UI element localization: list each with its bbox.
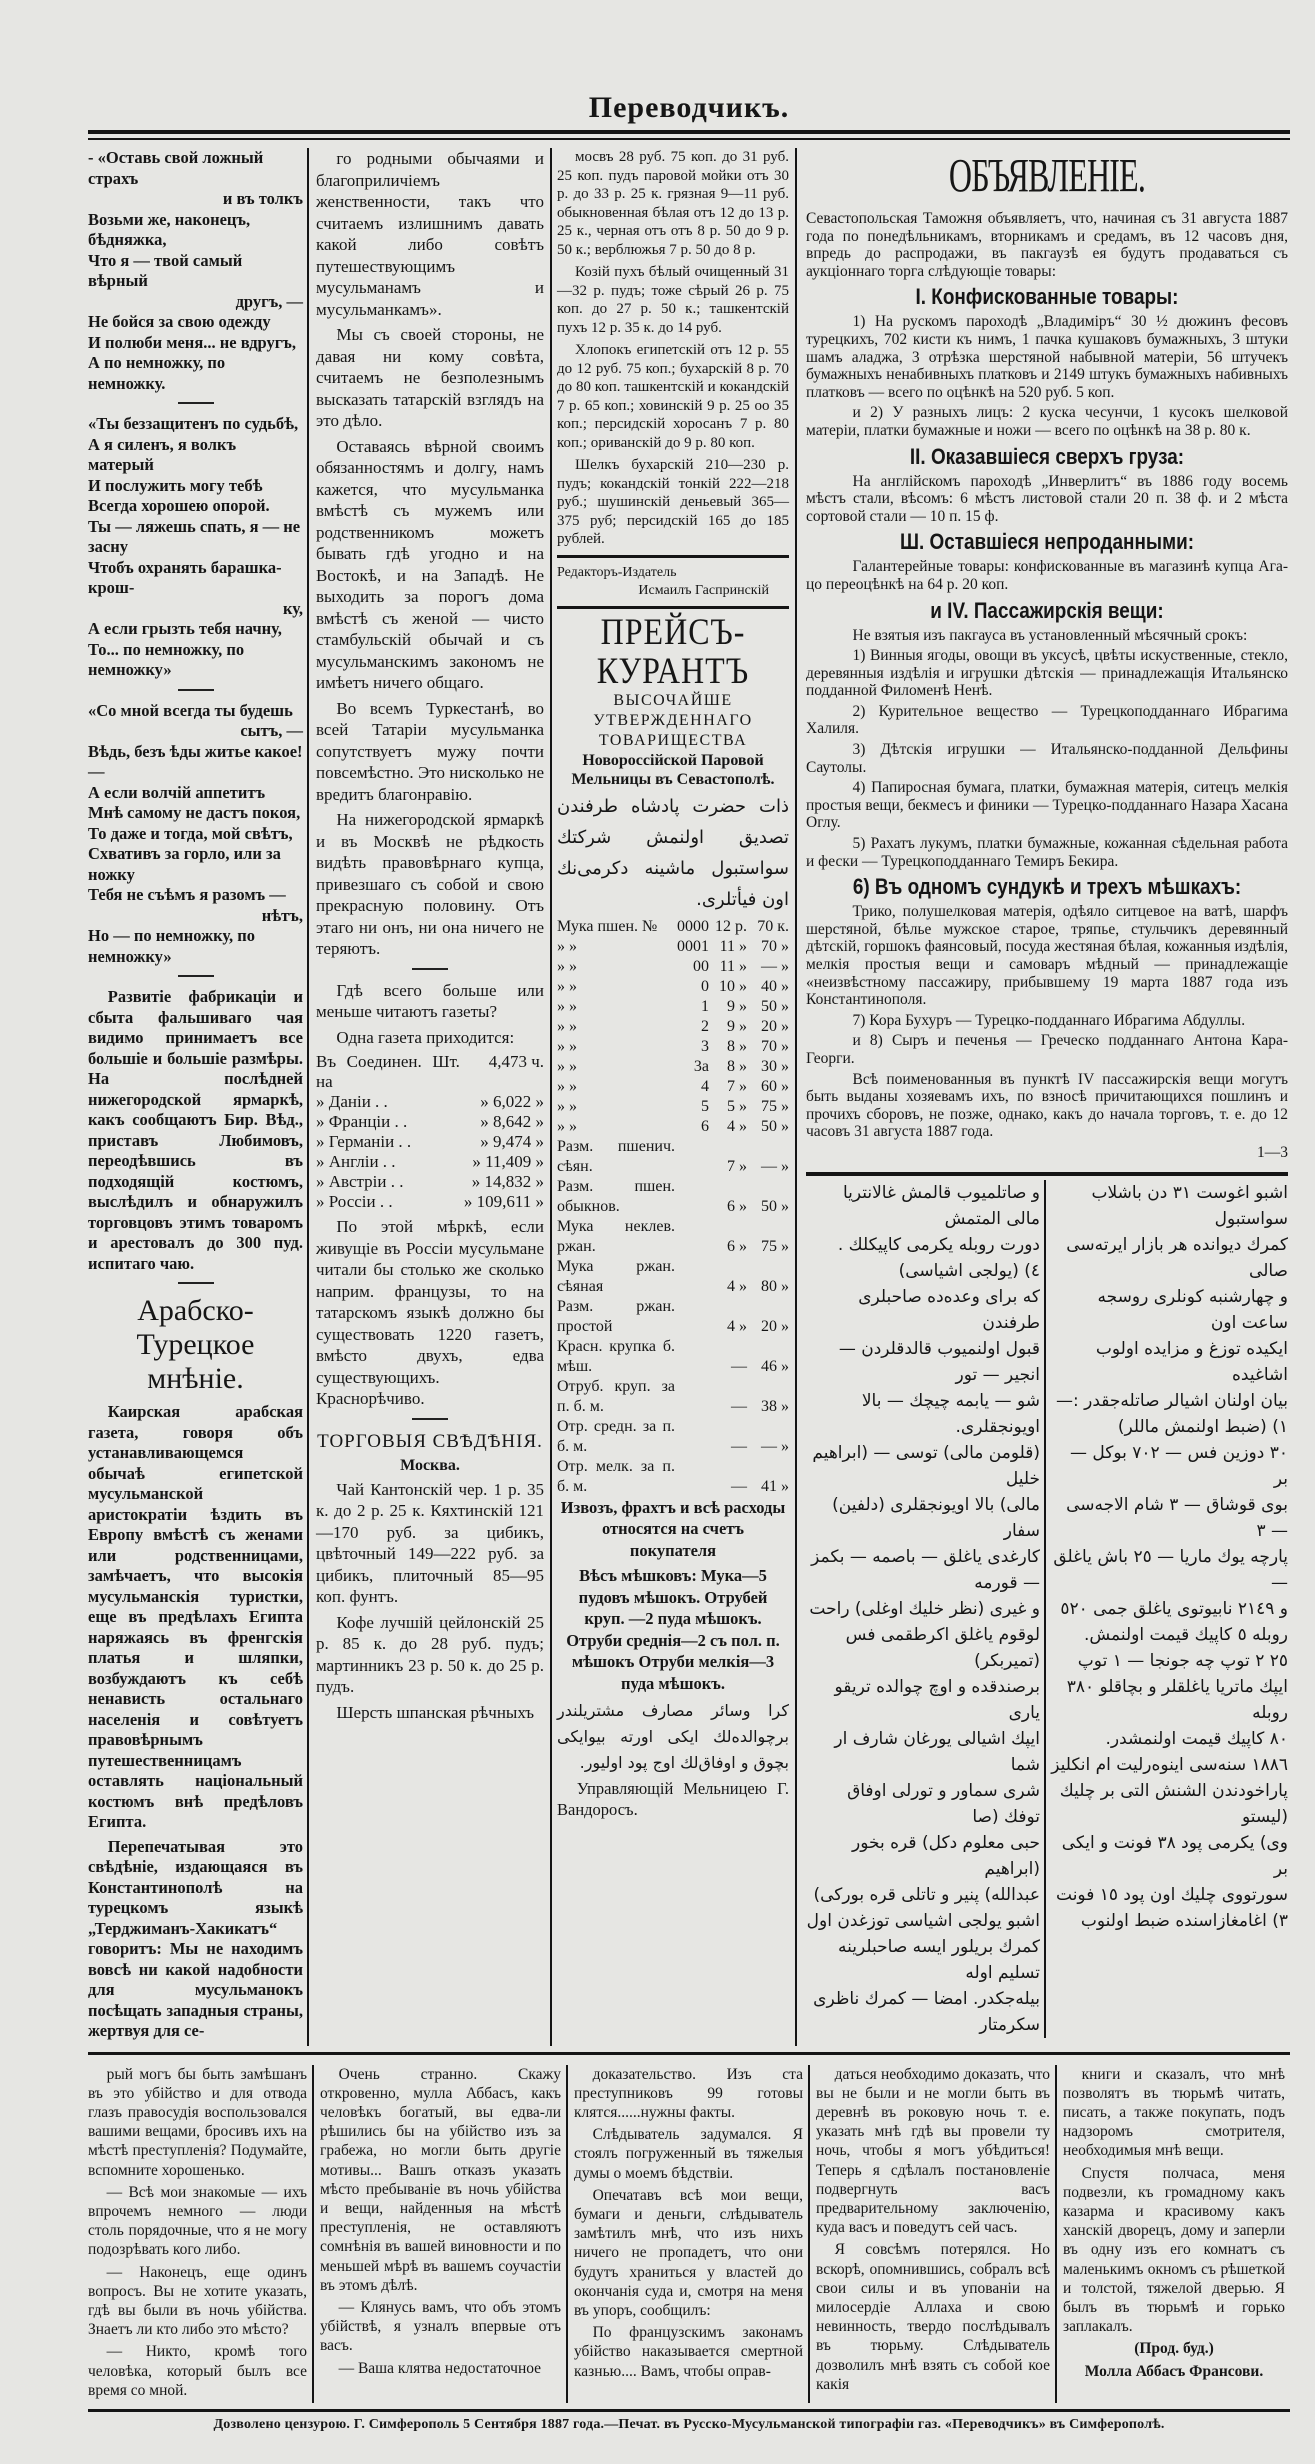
price-grade [675,1217,709,1257]
price-row [557,1337,789,1377]
price-kopecks: — » [761,957,789,975]
readers-per-newspaper: 4,473 ч. [488,1052,544,1071]
paragraph: Очень странно. Скажу откровенно, мулла Аббасъ, какъ человѣкъ богатый, вы едва-ли рѣшились бы на убійство изъ за грабежа, но могли быть другіе мотивы... Вашъ отказъ указать мѣсто пребываніе въ ночь убійства и вещи, найденныя на мѣстѣ преступленія, не оставляютъ сомнѣнія въ вашей виновности и по меньшей мѣрѣ въ вашемъ соучастіи въ этомъ дѣлѣ. [320,2065,561,2294]
paragraph: Во всемъ Туркестанѣ, во всей Татаріи мусульманка сопутствуетъ мужу почти повсемѣстно. Это нисколько не вредитъ благонравію. [316,698,544,804]
rule [557,555,789,558]
price-rubles: — [731,1477,747,1495]
section-heading: 6) Въ одномъ сундукѣ и трехъ мѣшкахъ: [852,874,1242,900]
price-kopecks: 40 » [761,977,789,995]
poem [88,148,303,967]
price-row [557,977,789,997]
price-row [557,1177,789,1217]
ottoman-line: ایکیده توزغ و مزایده اولوب اشاغیده [1095,1338,1288,1385]
table-row [316,1112,544,1132]
price-product: Мука ржан. сѣяная [557,1257,675,1295]
price-row [557,1257,789,1297]
price-row [557,1017,789,1037]
section-heading: и IV. Пассажирскія вещи: [930,597,1164,623]
price-list-note: Извозъ, фрахтъ и всѣ расходы относятся на счетъ покупателя [560,1497,786,1560]
poem-line: Ты — ляжешь спать, я — не засну [88,516,301,556]
price-grade [675,1257,709,1297]
tea-article [88,987,303,1274]
price-row [557,1457,789,1497]
ottoman-line: كه براى وعده‌ده صاحبلرى طرفندن [858,1286,1040,1333]
masthead-rule [88,130,1290,134]
announcement-item: 1) На рускомъ пароходѣ „Владиміръ“ 30 ½ дюжинъ фесовъ турецкихъ, 702 кисти къ нимъ, 1 пачка кушаковъ бумажныхъ, 3 штуки шамъ аладжа, 3 отрѣзка шерстяной набывной матеріи, 56 штучекъ бумажныхъ ненабивныхъ платковъ и 2149 штукъ бумажныхъ набивныхъ платковъ — всего по оцѣнкѣ на 520 руб. 5 коп. [806,313,1288,401]
newspaper-masthead: Переводчикъ. [588,91,790,124]
table-row [316,1192,544,1212]
announcement-item: 1) Винныя ягоды, овощи въ уксусѣ, цвѣты искуственные, стекло, деревянныя издѣлія и игрушки дѣтскія — принадлежащія Итальянско подданной Филоменѣ Ненѣ. [806,647,1288,700]
ottoman-line: شو — يابمه چيچك — بالا اويونجقلرى. [861,1390,1040,1437]
price-row [557,1137,789,1177]
section-heading: Ш. Оставшіеся непроданными: [899,529,1195,555]
paragraph: — Наконецъ, еще одинъ вопросъ. Вы не хотите указать, гдѣ вы были въ ночь убійства. Знаетъ ли кто либо это мѣсто? [88,2263,307,2339]
price-kopecks: 50 » [761,997,789,1015]
announcement-item: Галантерейные товары: конфискованные въ магазинѣ купца Ага-цо переоцѣнкѣ на 64 р. 20 коп. [806,558,1288,593]
poem-stanza [88,701,303,968]
paragraph: Козій пухъ бѣлый очищенный 31—32 р. пудъ; тоже сѣрый 26 р. 75 коп. до 27 р. 50 к.; ташкентскій пухъ 12 р. 35 к. до 14 руб. [557,264,789,336]
paragraph: — Клянусь вамъ, что объ этомъ убійствѣ, я узналъ впервые отъ васъ. [320,2298,561,2355]
price-kopecks: 75 » [761,1097,789,1115]
trade-city: Москва. [400,1456,460,1474]
column-4 [795,148,1290,2046]
newspapers-question: Гдѣ всего больше или меньше читаютъ газеты? [316,980,544,1021]
price-grade: 1 [701,997,709,1015]
paragraph: го родными обычаями и благоприличіемъ женственности, такъ что считаемъ излишнимъ давать какой либо совѣтъ путешествующимъ мусульманамъ и мусульманкамъ». [316,149,544,319]
price-list-arabic-note: کرا وسائر مصارف مشتریلندر برچوالده‌لك ایکی اورته بیوایکی بچوق و اوفاق‌لك اوج پود اولیور. [557,1701,789,1772]
price-product: Красн. крупка б. мѣш. [557,1337,675,1375]
newspapers-per-capita-table [316,1052,544,1212]
poem-line: нѣтъ, [261,905,303,925]
poem-line: «Ты беззащитенъ по судьбѣ, [88,414,299,433]
price-grade: 0 [701,977,709,995]
paragraph: На нижегородской ярмаркѣ и въ Москвѣ не рѣдкость видѣть правовѣрнаго купца, привезшаго съ собой и свою прекрасную половину. Отъ этаго ни онъ, ни она ничего не теряютъ. [316,810,544,958]
price-rubles: 8 » [727,1037,747,1055]
paragraph: — Ваша клятва недостаточное [338,2359,542,2377]
ottoman-line: ٤) (يولجى اشياسى) [898,1260,1040,1281]
poem-line: и въ толкъ [222,189,303,208]
price-product: » » [557,1117,577,1135]
poem-line: Схвативъ за горло, или за ножку [88,844,281,884]
price-row [557,1057,789,1077]
price-grade: 4 [701,1077,709,1095]
ottoman-line: ايپك اشيالى يورغان شارف ار شما [834,1728,1040,1775]
ottoman-line: ٣) اغامغازاسنده ضبط اولنوب [1080,1910,1288,1931]
price-row [557,917,789,937]
readers-per-newspaper: » 11,409 » [472,1152,544,1171]
paragraph: Шелкъ бухарскій 210—230 р. пудъ; кокандскій тонкій 222—218 руб.; шушинскій деньевый 365—375 руб; персидскій 165 до 185 рублей. [557,457,789,547]
price-grade: 3 [701,1037,709,1055]
poem-line: Всегда хорошею опорой. [88,496,270,515]
price-kopecks: 70 » [761,1037,789,1055]
poem-line: ку, [283,598,303,618]
ottoman-line: و صاتلميوب قالمش غالانتريا مالى المتمش [842,1182,1040,1229]
price-kopecks: 41 » [761,1477,789,1495]
separator [178,975,214,977]
country-label: » Австріи . . [316,1172,404,1191]
poem-line: А по немножку, по немножку. [88,353,226,393]
price-rubles: 5 » [727,1097,747,1115]
column-1 [88,148,307,2046]
price-kopecks: 80 » [761,1277,789,1295]
table-row [316,1132,544,1152]
paragraph: Слѣдыватель задумался. Я стоялъ погруженный въ тяжелыя думы о моемъ бѣдствіи. [574,2126,803,2182]
poem-line: Чтобъ охранять барашка-крош- [88,557,282,597]
price-grade [675,1337,709,1377]
price-kopecks: — » [761,1157,789,1175]
poem-line: Что я — твой самый вѣрный [88,250,243,290]
price-row [557,957,789,977]
trade-news [316,1479,544,1724]
announcement-item: и 2) У разныхъ лицъ: 2 куска чесунчи, 1 кусокъ шелковой матеріи, платки бумажные и ножи — всего по оцѣнкѣ на 38 р. 80 к. [806,404,1288,439]
ottoman-line: روبله ٥ کاپیك قیمت اولنمش. [1083,1624,1288,1645]
price-grade [675,1417,709,1457]
price-row [557,997,789,1017]
price-kopecks: 38 » [761,1397,789,1415]
price-grade: 6 [701,1117,709,1135]
price-rubles: 9 » [727,997,747,1015]
price-kopecks: 20 » [761,1317,789,1335]
price-list-title: ПРЕЙСЪ-КУРАНТЪ [596,610,750,691]
price-kopecks: 60 » [761,1077,789,1095]
price-kopecks: 20 » [761,1017,789,1035]
ottoman-line: وی) یکرمی پود ٣٨ فونت و ایکی بر [1061,1832,1288,1879]
readers-per-newspaper: » 8,642 » [480,1112,544,1131]
separator [412,1418,448,1420]
price-product: » » [557,977,577,995]
price-kopecks: 70 к. [757,917,789,935]
price-grade [675,1297,709,1337]
poem-line: И полюби меня... не вдругъ, [88,332,296,352]
price-grade: 5 [701,1097,709,1115]
price-product: Разм. пшен. обыкнов. [557,1177,675,1215]
price-product: Отр. средн. за п. б. м. [557,1417,675,1455]
ottoman-announcement-left [806,1180,1044,2038]
table-row [316,1152,544,1172]
price-row [557,1077,789,1097]
price-grade [675,1457,709,1497]
poem-line: «Со мной всегда ты будешь [88,700,293,720]
announcement-item: Всѣ поименованныя въ пунктѣ IV пассажирскія вещи могутъ быть выданы хозяевамъ ихъ, по взносѣ причитающихся пошлинъ и прочихъ сборовъ, не позже, однако, какъ до начала торговъ, т. е. до 12 часовъ 31 августа 1887 года. [806,1070,1288,1141]
country-label: » Франціи . . [316,1112,408,1131]
poem-line: Не бойся за свою одежду [88,312,271,331]
price-rubles: — [731,1437,747,1455]
price-rubles: 4 » [727,1117,747,1135]
price-row [557,1217,789,1257]
price-list-company: Новороссійской Паровой Мельницы въ Севастополѣ. [571,751,775,788]
article-continuation [316,148,544,960]
price-rubles: 6 » [727,1197,747,1215]
ottoman-line: مالى) بالا اويونجقلرى (دلفين) سفار [832,1494,1040,1541]
paragraph: Оставаясь вѣрной своимъ обязанностямъ и долгу, намъ кажется, что мусульманка вмѣстѣ съ мужемъ или родственникомъ можетъ бывать гдѣ угодно и на Востокѣ, и на Западѣ. Не выходить за порогъ дома вмѣстѣ съ женой — чисто стамбульскій обычай и съ мусульманскимъ закономъ не имѣетъ ничего общаго. [316,436,544,692]
editor-name: Исмаилъ Гаспринскій [638,582,769,598]
paragraph: Чай Кантонскій чер. 1 р. 35 к. до 2 р. 25 к. Кяхтинскій 121—170 руб. за цибикъ, цвѣточный 149—222 руб. за цибикъ, плиточный 85—95 коп. фунтъ. [316,1479,544,1606]
paragraph: Хлопокъ египетскій отъ 12 р. 55 до 12 руб. 75 коп.; бухарскій 8 р. 70 до 80 коп. ташкентскій и кокандскій 7 р. 65 коп.; ховинскій 9 р. 25 оо 35 коп.; персидскій хоросанъ 7 р. 80 коп.; ориванскій до 9 р. 80 коп. [557,342,789,451]
poem-line: Но — по немножку, по немножку» [88,926,255,966]
ottoman-line: كمرك بريلور ايسه صاحبلرينه تسليم اوله [838,1936,1040,1983]
poem-line: сытъ, — [240,721,303,740]
readers-per-newspaper: » 109,611 » [463,1192,544,1211]
paragraph: мосвъ 28 руб. 75 коп. до 31 руб. 25 коп. пудъ паровой мойки отъ 30 р. до 33 р. 25 к. грязная 9—11 руб. обыкновенная бѣлая отъ 12 до 13 р. 25 к., черная отъ отъ 8 р. 50 до 9 р. 50 к.; верблюжья 7 р. 50 до 8 р. [557,149,789,258]
ottoman-line: ١) (ضبط اولنمش ماللر) [1117,1416,1288,1437]
footer-rule [88,2409,1290,2412]
price-product: » » [557,957,577,975]
price-rubles: — [731,1357,747,1375]
poem-line: А если грызть тебя начну, [88,619,282,638]
price-rubles: 4 » [727,1277,747,1295]
ottoman-line: برصندقده و اوچ چوالده تريقو يارى [834,1676,1040,1723]
announcement-item: Трико, полушелковая матерія, одѣяло ситцевое на ватѣ, шарфъ шерстяной, бѣлье мужское старое, тряпье, стульчикъ деревянный дѣтскій, горшокъ фаянсовый, посуда жестяная бѣлая, кожанныя издѣлія, мелкія простыя вещи и самоваръ мѣдный — принадлежащіе «неизвѣстному пассажиру, прибывшему 19 марта 1887 года изъ Константинополя. [806,903,1288,1009]
paragraph: Опечатавъ всѣ мои вещи, бумаги и деньги, слѣдыватель замѣтилъ мнѣ, что изъ нихъ ничего не пропадетъ, что они будутъ храниться у властей до окончанія суда и, смотря на меня въ упоръ, сообщилъ: [574,2186,803,2319]
poem-line: Возьми же, наконецъ, бѣдняжка, [88,209,251,249]
announcement-bottom-rule [806,1172,1288,1176]
announcement-item: и 8) Сыръ и печенья — Греческо подданнаго Антона Кара-Георги. [806,1032,1288,1067]
price-rubles: 7 » [727,1157,747,1175]
price-row [557,1037,789,1057]
table-row [316,1092,544,1112]
price-product: Разм. ржан. простой [557,1297,675,1335]
story-band [88,2055,1290,2403]
paragraph: Мы съ своей стороны, не давая ни кому совѣта, считаемъ не безполезнымъ высказать татарскій взглядъ на это дѣло. [316,325,544,430]
price-product: Отруб. круп. за п. б. м. [557,1377,675,1415]
price-product: » » [557,1037,577,1055]
ottoman-line: سورتووی چلیك اون پود ١٥ فونت [1056,1884,1288,1905]
price-kopecks: 70 » [761,937,789,955]
customs-announcement [806,148,1288,1162]
newspapers-conclusion: По этой мѣркѣ, если живущіе въ Россіи мусульмане читали бы столько же сколько наприм. французы, то на татарскомъ языкѣ должно бы существовать 1220 газетъ, вмѣсто двухъ, едва существующихъ. Краснорѣчиво. [316,1217,544,1408]
price-product: Мука неклев. ржан. [557,1217,675,1255]
arab-turkish-article [88,1402,303,2042]
paragraph: Я совсѣмъ потерялся. Но вскорѣ, опомнившись, собралъ всѣ свои силы и въ упованіи на милосердіе Аллаха и свою невинность, твердо послѣдывалъ въ тюрьму. Слѣдыватель дозволилъ мнѣ взять съ собой кое какія [816,2241,1050,2393]
ottoman-line: قبول اولنميوب قالدقلردن — انجير — تور [838,1338,1040,1385]
price-rubles: 7 » [727,1077,747,1095]
announcement-item: На англійскомъ пароходѣ „Инверлитъ“ въ 1886 году восемь мѣстъ стали, вѣсомъ: 6 мѣстъ листовой стали 20 п. 38 ф. и 2 мѣста сортовой стали — 10 п. 15 ф. [806,472,1288,525]
ottoman-line: و ٢١٤٩ نابیوتوی یاغلق جمی ٥٢٠ [1060,1598,1288,1619]
poem-stanza [88,148,303,394]
price-kopecks: 75 » [761,1237,789,1255]
price-grade: 0001 [677,937,709,955]
price-rubles: 12 р. [715,917,747,935]
main-columns [88,148,1290,2046]
readers-per-newspaper: » 9,474 » [480,1132,544,1151]
separator [178,689,214,691]
price-product: » » [557,997,577,1015]
poem-line: Тебя не съѣмъ я разомъ — [88,885,286,904]
paragraph: даться необходимо доказать, что вы не были и не могли быть въ деревнѣ въ роковую ночь т. е. указать мнѣ гдѣ вы провели ту ночь, чтобы я могъ убѣдиться! Теперь я сдѣлалъ постановленіе подвергнуть васъ предварительному заключенію, куда васъ и поведутъ сей часъ. [816,2065,1050,2237]
ottoman-announcement-right [1044,1180,1288,2038]
poem-stanza [88,414,303,681]
price-grade [675,1177,709,1217]
ottoman-line: ١٨٨٦ سنه‌سی اینوه‌رلیت ام انکلیز [1051,1754,1288,1775]
trade-news-continued [557,148,789,549]
ottoman-line: پاراخودندن الشنش التی بر چلیك (لیستو [1059,1780,1288,1827]
announcement-item: 4) Папиросная бумага, платки, бумажная матерія, ситецъ мелкія простыя вещи, бекмесъ и финики — Турецко-подданнаго Назара Хасана Оглу. [806,779,1288,832]
issue-mark: 1—3 [1257,1143,1288,1161]
price-grade: 2 [701,1017,709,1035]
country-label: » Даніи . . [316,1092,388,1111]
price-grade: 00 [693,957,709,975]
ottoman-line: لوقوم ياغلق اكرطقمى فس (تميربكر) [845,1624,1040,1671]
poem-line: другъ, — [235,291,303,311]
ottoman-line: بوی قوشاق — ٣ شام الاجه‌سی — ٣ [1066,1494,1288,1541]
price-row [557,1117,789,1137]
price-product: » » [557,1057,577,1075]
ottoman-line: بيله‌جكدر. امضا — كمرك ناظرى سكرمتار [813,1988,1040,2035]
ottoman-line: اشبو يولجى اشياسى توزغدن اول [806,1910,1040,1931]
price-kopecks: 46 » [761,1357,789,1375]
poem-line: - «Оставь свой ложный страхъ [88,148,264,188]
masthead-rule [88,138,1290,140]
article-heading: Арабско-Турецкое мнѣніе. [136,1294,255,1395]
country-label: » Россіи . . [316,1192,393,1211]
readers-per-newspaper: » 6,022 » [480,1092,544,1111]
price-rubles: 11 » [719,937,747,955]
editor-block [557,564,789,600]
trade-heading: ТОРГОВЫЯ СВѢДѢНІЯ. [317,1430,543,1452]
country-label: Въ Соединен. Шт. на [316,1052,460,1091]
announcement-item: Не взятыя изъ пакгауса въ установленный мѣсячный срокъ: [852,626,1248,644]
paragraph: Кофе лучшій цейлонскій 25 р. 85 к. до 28 руб. пудъ; мартинникъ 23 р. 50 к. до 25 р. пудъ. [316,1612,544,1696]
price-rubles: 11 » [719,957,747,975]
newspapers-lead: Одна газета приходится: [336,1027,515,1047]
announcement-item: 5) Рахатъ лукумъ, платки бумажные, кожанная сѣдельная работа и фески — Турецкоподданнаго Темиръ Бекира. [806,835,1288,870]
announcement-sections [806,283,1288,1161]
price-rubles: 9 » [727,1017,747,1035]
price-list-weights: Вѣсъ мѣшковъ: Мука—5 пудовъ мѣшокъ. Отрубей круп. —2 пуда мѣшокъ. Отруби среднія—2 съ пол. п. мѣшокъ Отруби мелкія—3 пуда мѣшокъ. [566,1566,780,1693]
price-product: » » [557,1097,577,1115]
ottoman-line: کمرك دیوانده هر بازار ایرته‌سی صالی [1066,1234,1288,1281]
price-product: Мука пшен. № [557,917,658,935]
story-column-2 [312,2065,566,2403]
ottoman-line: و چهارشنبه کونلری روسجه ساعت اون [1097,1286,1288,1333]
ottoman-announcement [806,1180,1288,2038]
price-product: » » [557,1017,577,1035]
poem-line: То даже и тогда, мой свѣтъ, [88,823,293,843]
story-column-4 [808,2065,1055,2403]
story-column-3 [566,2065,808,2403]
mill-manager: Управляющій Мельницею Г. Вандоросъ. [557,1779,789,1819]
paragraph: книги и сказалъ, что мнѣ позволятъ въ тюрьмѣ читать, писать, а также покупать, подъ надзоромъ смотрителя, необходимыя мнѣ вещи. [1063,2065,1285,2160]
ottoman-line: ایپك ماتریا یاغلقلر و بچاقلو ٣٨٠ روبله [1066,1676,1288,1723]
ottoman-line: عبدالله) پنير و تاتلى قره بوركى) [813,1884,1040,1905]
paragraph: Каирская арабская газета, говоря объ устанавливающемся обычаѣ египетской мусульманской аристократіи ѣздить въ Европу вмѣстѣ съ женами или родственницами, замѣчаетъ, что высокія мусульманскія туристки, еще въ предѣлахъ Египта наряжаясь въ френгскія платья и шляпки, возбуждаютъ къ себѣ ненависть остальнаго населенія и совѣтуетъ правовѣрнымъ путешественницамъ оставлять національный костюмъ внѣ предѣловъ Египта. [88,1402,303,1831]
price-row [557,1377,789,1417]
price-rubles: 8 » [727,1057,747,1075]
story-column-5 [1055,2065,1290,2403]
paragraph: доказательство. Изъ ста преступниковъ 99 готовы клятся......нужны факты. [574,2065,803,2121]
price-grade: 3а [693,1057,709,1075]
announcement-intro: Севастопольская Таможня объявляетъ, что, начиная съ 31 августа 1887 года по понедѣльникамъ, вторникамъ и средамъ, въ 12 часовъ дня, впредь до распродажи, въ пакгаузѣ ея будутъ продаваться съ аукціоннаго торга слѣдующіе товары: [806,210,1288,280]
price-list-arabic-heading: ذات حضرت پادشاه طرفندن تصدیق اولنمش شرکتك سواستبول ماشینه دکرمی‌نك اون فیأتلری. [557,795,789,910]
ottoman-line: شرى سماور و تورلى اوفاق توفك (صا [847,1780,1040,1827]
ottoman-line: ٢٥ ٢ توپ چه جونجا — ١ توپ [1077,1650,1288,1671]
censorship-imprint: Дозволено цензурою. Г. Симферополь 5 Сентября 1887 года.—Печат. въ Русско-Мусульманской типографіи газ. «Переводчикъ» въ Симферополѣ. [213,2416,1165,2432]
price-list-subtitle: ВЫСОЧАЙШЕ УТВЕРЖДЕННАГО ТОВАРИЩЕСТВА [593,691,753,749]
separator [178,402,214,404]
price-product: Отр. мелк. за п. б. м. [557,1457,675,1495]
paragraph: — Всѣ мои знакомые — ихъ впрочемъ немного — люди столь порядочные, что я не могу подозрѣвать кого либо. [88,2183,307,2259]
section-heading: II. Оказавшіеся сверхъ груза: [909,443,1185,469]
to-be-continued: (Прод. буд.) [1134,2340,1214,2358]
price-rubles: — [731,1397,747,1415]
paragraph: Спустя полчаса, меня подвезли, къ громадному какъ казарма и красивому какъ ханскій дворецъ, дому и заперли въ одну изъ его комнатъ съ маленькимъ окномъ съ рѣшеткой и толстой, тяжелой дверью. Я былъ въ тюрьмѣ и горько заплакалъ. [1063,2164,1285,2336]
section-heading: I. Конфискованные товары: [915,284,1179,310]
paragraph: — Никто, кромѣ того человѣка, который былъ все время со мной. [88,2343,307,2399]
paragraph: Перепечатывая это свѣдѣніе, издающаяся въ Константинополѣ на турецкомъ языкѣ „Терджиманъ-Хакикатъ“ говоритъ: Мы не находимъ вовсѣ ни какой надобности для мусульманокъ посѣщать западныя страны, жертвуя для се- [88,1836,303,2040]
price-product: » » [557,1077,577,1095]
price-row [557,1297,789,1337]
price-row [557,1417,789,1457]
price-rubles: 6 » [727,1237,747,1255]
price-rubles: 10 » [719,977,747,995]
ottoman-line: دورت روبله يكرمى كاپيكلك . [837,1234,1040,1255]
price-kopecks: 30 » [761,1057,789,1075]
flour-price-table [557,917,789,1497]
separator [412,968,448,970]
editor-label: Редакторъ-Издатель [557,564,677,580]
ottoman-line: ٨٠ کاپیك قیمت اولنمشدر. [1105,1728,1288,1749]
announcement-item: 7) Кора Бухуръ — Турецко-подданнаго Ибрагима Абдуллы. [852,1011,1246,1029]
separator [178,1282,214,1284]
ottoman-line: پارچه یوك ماریا — ٢٥ باش یاغلق — [1053,1546,1288,1593]
paragraph: Развитіе фабрикаціи и сбыта фальшиваго чая видимо принимаетъ все большіе и большіе размѣры. На послѣдней нижегородской ярмаркѣ, какъ сообщаютъ Бир. Вѣд., приставъ Любимовъ, переодѣвшись въ подходящій костюмъ, выслѣдилъ и обнаружилъ торговцовъ этимъ товаромъ и арестовалъ до 300 пуд. испитаго чаю. [88,987,303,1273]
rule [557,606,789,609]
column-3 [550,148,795,2046]
story-author: Молла Аббасъ Франсови. [1084,2362,1264,2380]
price-product: Разм. пшенич. сѣян. [557,1137,675,1175]
poem-line: А я силенъ, я волкъ матерый [88,434,237,474]
column-2 [307,148,550,2046]
table-row [316,1052,544,1092]
paragraph: рый могъ бы быть замѣшанъ въ это убійство и для отвода глазъ правосудія воспользовался вашими вещами, бросивъ ихъ на мѣстѣ преступленія? Подумайте, вспомните хорошенько. [88,2065,307,2179]
country-label: » Англіи . . [316,1152,396,1171]
price-row [557,937,789,957]
announcement-item: 3) Дѣтскія игрушки — Итальянско-подданной Дельфины Саутолы. [806,741,1288,776]
ottoman-line: (قلومن مالى) توسى — (ابراهيم خليل [812,1442,1040,1489]
price-product: » » [557,937,577,955]
poem-line: Вѣдь, безъ ѣды житье какое! — [88,741,303,781]
price-kopecks: 50 » [761,1117,789,1135]
announcement-title: ОБЪЯВЛЕНІЕ. [948,148,1146,203]
poem-line: Мнѣ самому не дастъ покоя, [88,803,301,822]
ottoman-line: كارغدى ياغلق — باصمه — بكمز — قورمه [811,1546,1040,1593]
ottoman-line: اشبو اغوست ٣١ دن باشلاب سواستبول [1091,1182,1288,1229]
poem-line: А если волчій аппетитъ [88,782,266,802]
price-grade [675,1137,709,1177]
price-rubles: 4 » [727,1317,747,1335]
price-grade: 0000 [677,917,709,935]
readers-per-newspaper: » 14,832 » [471,1172,544,1191]
announcement-item: 2) Курительное вещество — Турецкоподданнаго Ибрагима Халиля. [806,702,1288,738]
paragraph: Шерсть шпанская рѣчныхъ [336,1702,534,1722]
ottoman-line: ٣٠ دوزین فس — ٧٠٢ بوکل — بر [1069,1442,1288,1489]
poem-line: То... по немножку, по немножку» [88,639,245,679]
paragraph: По французскимъ законамъ убійство наказывается смертной казнью.... Вамъ, чтобы оправ- [574,2324,803,2380]
ottoman-line: بیان اولنان اشیالر صاتله‌جقدر :— [1056,1390,1288,1411]
country-label: » Германіи . . [316,1132,412,1151]
ottoman-line: حبى معلوم دكل) قره بخور (ابراهيم [852,1832,1040,1879]
poem-line: И послужить могу тебѣ [88,475,263,495]
price-row [557,1097,789,1117]
price-grade [675,1377,709,1417]
ottoman-line: و غيرى (نظر خليك اوغلى) راحت [809,1598,1040,1619]
price-kopecks: — » [761,1437,789,1455]
story-column-1 [88,2065,312,2403]
price-kopecks: 50 » [761,1197,789,1215]
story-column-5-text [1063,2065,1285,2337]
table-row [316,1172,544,1192]
